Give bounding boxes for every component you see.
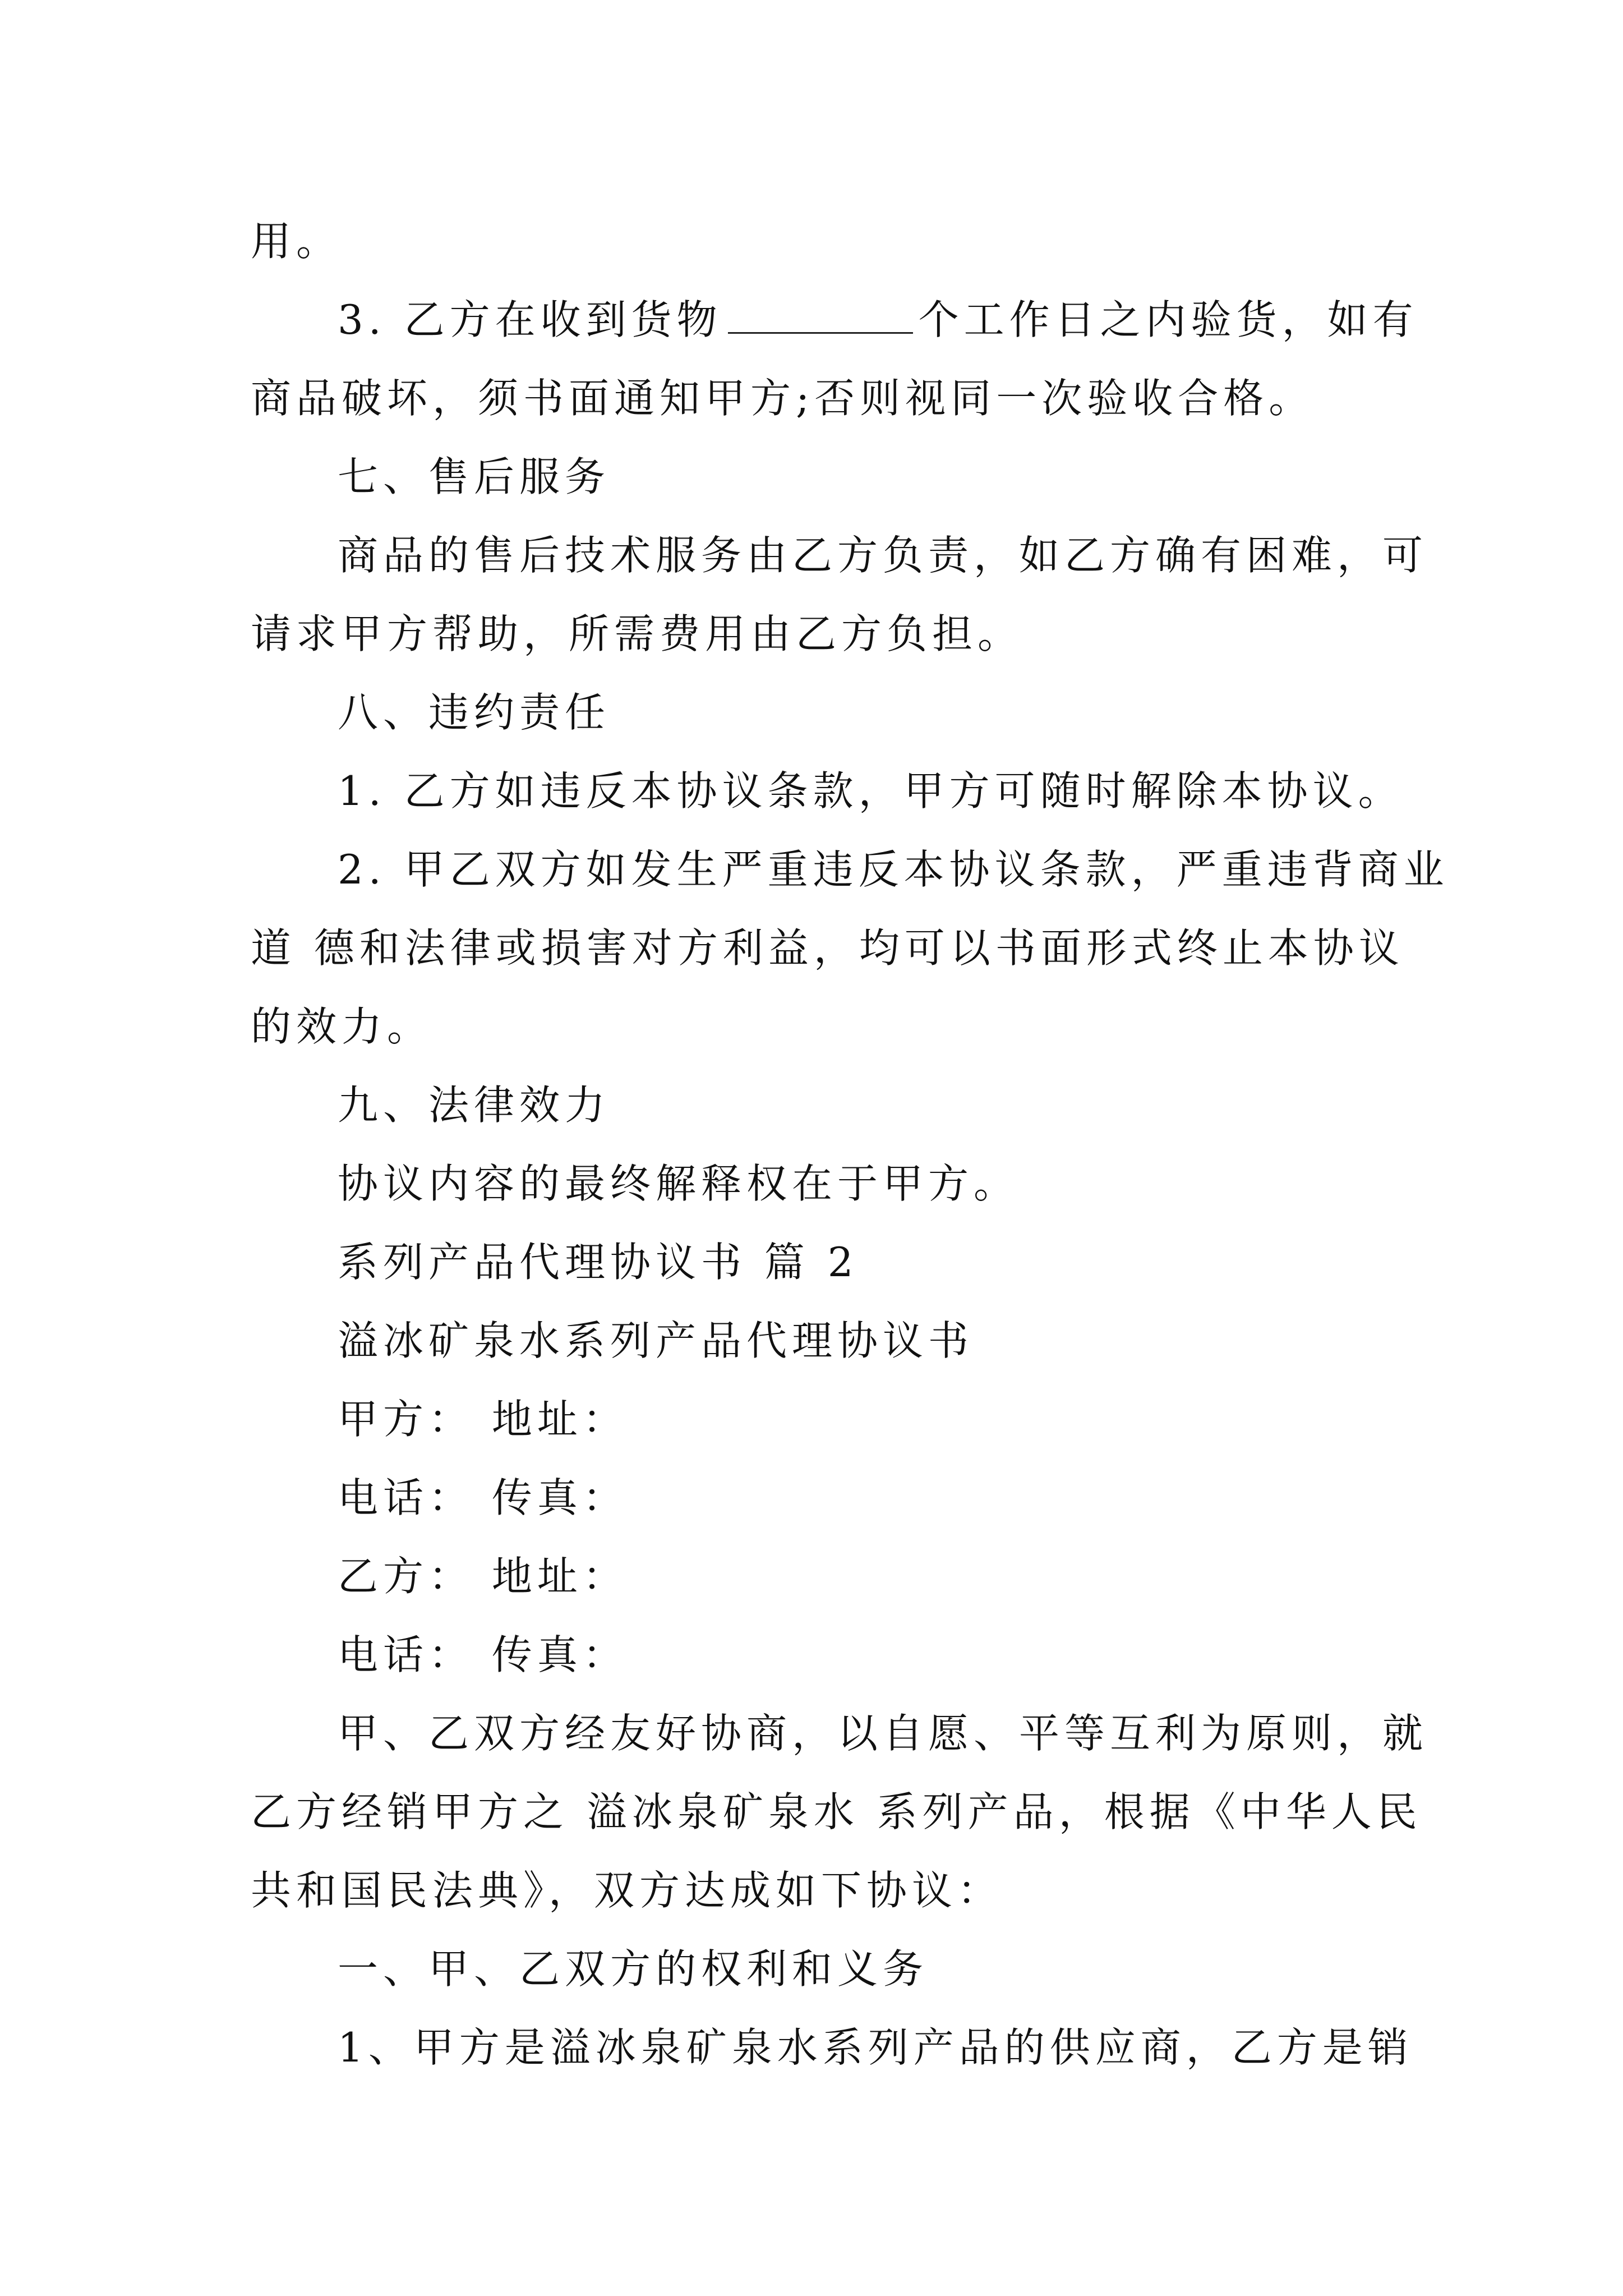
text-line: 商品破坏，须书面通知甲方;否则视同一次验收合格。 xyxy=(251,375,1315,422)
contact-line: 电话： 传真： xyxy=(338,1474,628,1521)
fill-in-blank xyxy=(728,295,913,334)
text-line: 请求甲方帮助，所需费用由乙方负担。 xyxy=(251,610,1023,657)
text-line: 商品的售后技术服务由乙方负责，如乙方确有困难，可 xyxy=(338,532,1428,579)
section-heading: 九、法律效力 xyxy=(338,1082,611,1129)
text-line: 乙方经销甲方之 溢冰泉矿泉水 系列产品，根据《中华人民 xyxy=(251,1788,1422,1835)
text-segment: 3. 乙方在收到货物 xyxy=(338,296,722,343)
contact-line: 电话： 传真： xyxy=(338,1631,628,1678)
section-heading: 一、甲、乙双方的权利和义务 xyxy=(338,1945,929,1993)
document-title: 系列产品代理协议书 篇 2 xyxy=(338,1239,859,1286)
text-line: 协议内容的最终解释权在于甲方。 xyxy=(338,1160,1020,1207)
text-line: 共和国民法典》，双方达成如下协议： xyxy=(251,1867,1003,1914)
text-line: 2. 甲乙双方如发生严重违反本协议条款，严重违背商业 xyxy=(338,846,1449,893)
text-segment: 个工作日之内验货，如有 xyxy=(918,296,1418,343)
text-line: 的效力。 xyxy=(251,1003,433,1050)
party-a-line: 甲方： 地址： xyxy=(338,1396,628,1443)
text-line-with-blank xyxy=(0,295,1623,345)
text-line: 用。 xyxy=(251,218,342,265)
text-line: 道 德和法律或损害对方利益，均可以书面形式终止本协议 xyxy=(251,924,1404,972)
party-b-line: 乙方： 地址： xyxy=(338,1553,628,1600)
section-heading: 八、违约责任 xyxy=(338,689,611,736)
text-line: 1. 乙方如违反本协议条款，甲方可随时解除本协议。 xyxy=(338,767,1404,815)
text-line: 甲、乙双方经友好协商，以自愿、平等互利为原则，就 xyxy=(338,1710,1428,1757)
document-subtitle: 溢冰矿泉水系列产品代理协议书 xyxy=(338,1317,974,1364)
text-line: 1、甲方是溢冰泉矿泉水系列产品的供应商，乙方是销 xyxy=(338,2024,1413,2071)
section-heading: 七、售后服务 xyxy=(338,453,611,500)
